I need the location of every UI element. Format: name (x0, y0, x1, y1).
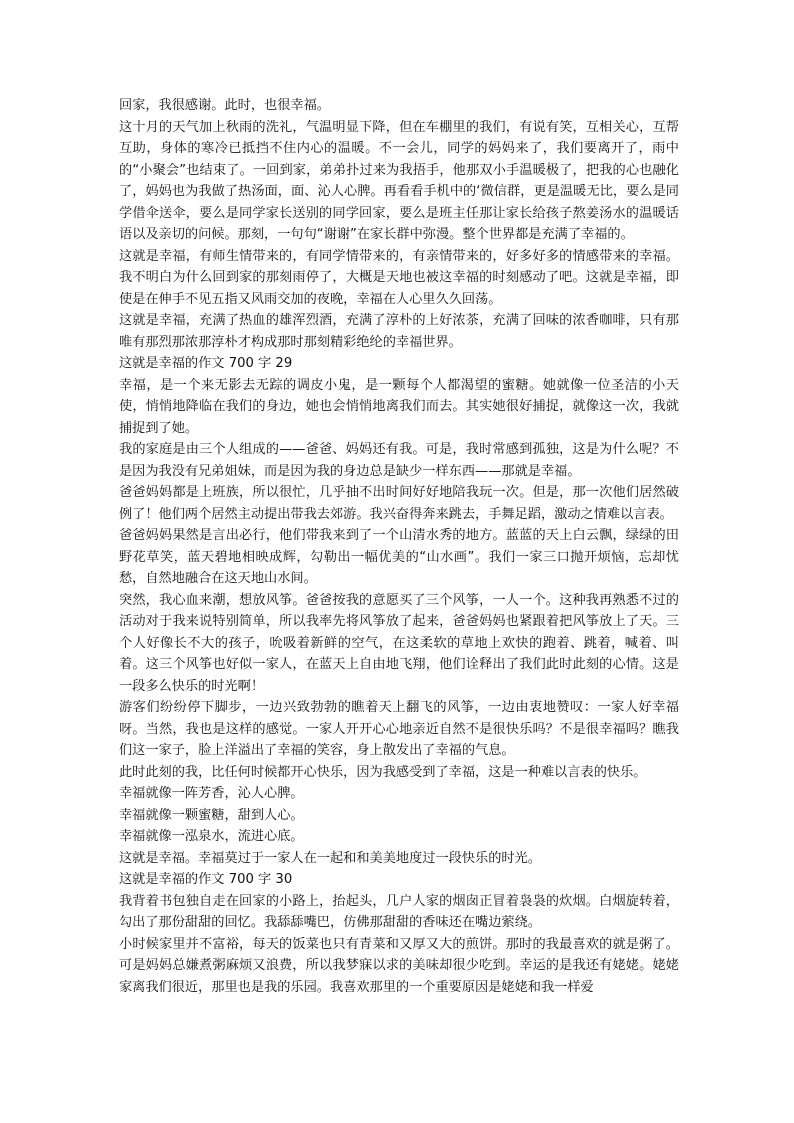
paragraph: 爸爸妈妈果然是言出必行，他们带我来到了一个山清水秀的地方。蓝蓝的天上白云飘，绿绿的田野花草笑，蓝天碧地相映成辉，勾勒出一幅优美的“山水画”。我们一家三口抛开烦恼，忘却忧愁，自然地融合在这天地山水间。 (119, 528, 679, 586)
paragraph: 幸福就像一泓泉水，流进心底。 (119, 829, 304, 844)
paragraph: 游客们纷纷停下脚步，一边兴致勃勃的瞧着天上翻飞的风筝，一边由衷地赞叹：一家人好幸福呀。当然，我也是这样的感觉。一家人开开心心地亲近自然不是很快乐吗？不是很幸福吗？瞧我们这一家子，脸上洋溢出了幸福的笑容，身上散发出了幸福的气息。 (119, 700, 679, 758)
paragraph: 这就是幸福。幸福莫过于一家人在一起和和美美地度过一段快乐的时光。 (119, 850, 541, 866)
paragraph: 幸福就像一阵芳香，沁人心脾。 (119, 786, 304, 801)
paragraph: 幸福，是一个来无影去无踪的调皮小鬼，是一颗每个人都渴望的蜜糖。她就像一位圣洁的小天使，悄悄地降临在我们的身边，她也会悄悄地离我们而去。其实她很好捕捉，就像这一次，我就捕捉到了她。 (119, 377, 679, 436)
paragraph: 此时此刻的我，比任何时候都开心快乐，因为我感受到了幸福，这是一种难以言表的快乐。 (119, 764, 647, 780)
paragraph: 这就是幸福，充满了热血的雄浑烈酒，充满了淳朴的上好浓茶，充满了回味的浓香咖啡，只有那唯有那烈那浓那淳朴才构成那时那刻精彩绝纶的幸福世界。 (119, 313, 679, 350)
essay-title: 这就是幸福的作文 700 字 29 (119, 356, 293, 371)
paragraph: 幸福就像一颗蜜糖，甜到人心。 (119, 807, 304, 823)
paragraph: 这十月的天气加上秋雨的洗礼，气温明显下降，但在车棚里的我们，有说有笑，互相关心，互帮互助，身体的寒冷已抵挡不住内心的温暖。不一会儿，同学的妈妈来了，我们要离开了，雨中的“小聚会”也结束了。一回到家，弟弟扑过来为我捂手，他那双小手温暖极了，把我的心也融化了，妈妈也为我做了热汤面，面、沁人心脾。再看看手机中的‘微信群，更是温暖无比，要么是同学借伞送伞，要么是同学家长送别的同学回家，要么是班主任那让家长给孩子熬姜汤水的温暖话语以及亲切的问候。那刻，一句句“谢谢”在家长群中弥漫。整个世界都是充满了幸福的。 (119, 119, 679, 242)
paragraph: 我背着书包独自走在回家的小路上，抬起头，几户人家的烟囱正冒着袅袅的炊烟。白烟旋转着，勾出了那份甜甜的回忆。我舔舔嘴巴，仿佛那甜甜的香味还在嘴边萦绕。 (119, 893, 679, 930)
paragraph: 我的家庭是由三个人组成的——爸爸、妈妈还有我。可是，我时常感到孤独，这是为什么呢？不是因为我没有兄弟姐妹，而是因为我的身边总是缺少一样东西——那就是幸福。 (119, 442, 679, 479)
essay-title: 这就是幸福的作文 700 字 30 (119, 872, 293, 887)
paragraph: 这就是幸福，有师生情带来的，有同学情带来的，有亲情带来的，好多好多的情感带来的幸福。我不明白为什么回到家的那刻雨停了，大概是天地也被这幸福的时刻感动了吧。这就是幸福，即使是在伸手不见五指又风雨交加的夜晚，幸福在人心里久久回荡。 (119, 248, 679, 307)
paragraph: 爸爸妈妈都是上班族，所以很忙，几乎抽不出时间好好地陪我玩一次。但是，那一次他们居然破例了！他们两个居然主动提出带我去郊游。我兴奋得奔来跳去，手舞足蹈，激动之情难以言表。 (119, 485, 679, 522)
paragraph: 突然，我心血来潮，想放风筝。爸爸按我的意愿买了三个风筝，一人一个。这种我再熟悉不过的活动对于我来说特别简单，所以我率先将风筝放了起来，爸爸妈妈也紧跟着把风筝放上了天。三个人好像长不大的孩子，吮吸着新鲜的空气，在这柔软的草地上欢快的跑着、跳着，喊着、叫着。这三个风筝也好似一家人，在蓝天上自由地飞翔，他们诠释出了我们此时此刻的心情。这是一段多么快乐的时光啊！ (119, 592, 679, 694)
document-body (119, 95, 679, 998)
paragraph: 小时候家里并不富裕，每天的饭菜也只有青菜和又厚又大的煎饼。那时的我最喜欢的就是粥了。可是妈妈总嫌煮粥麻烦又浪费，所以我梦寐以求的美味却很少吃到。幸运的是我还有姥姥。姥姥家离我们很近，那里也是我的乐园。我喜欢那里的一个重要原因是姥姥和我一样爱 (119, 936, 679, 995)
paragraph: 回家，我很感谢。此时，也很幸福。 (119, 98, 330, 113)
